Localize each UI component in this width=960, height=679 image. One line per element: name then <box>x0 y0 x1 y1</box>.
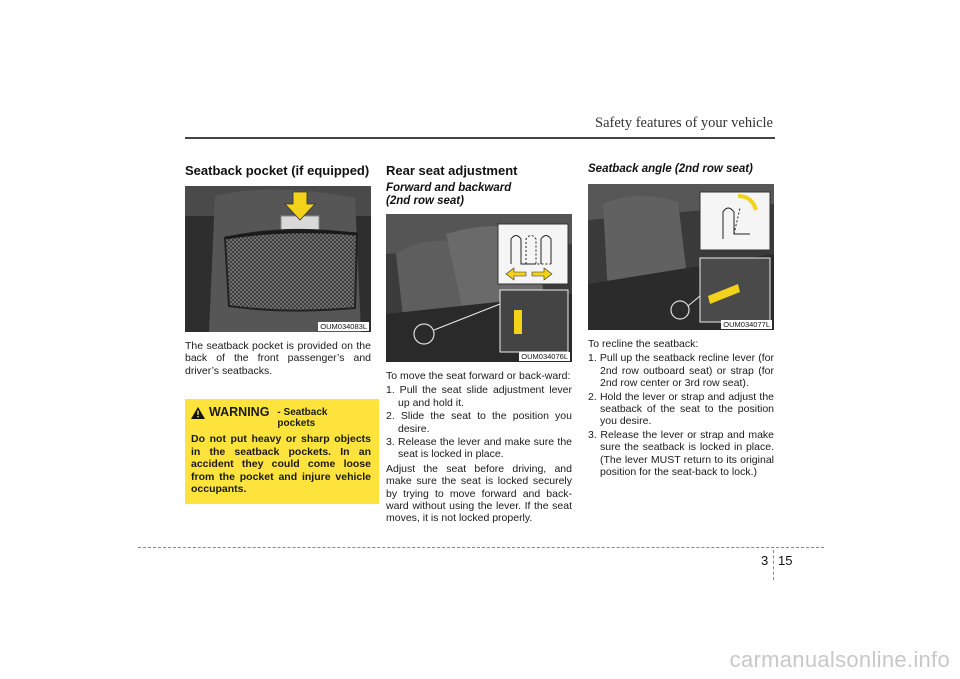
seatback-pocket-photo <box>185 186 371 332</box>
warning-topic: - Seatback pockets <box>277 407 328 430</box>
warning-box <box>185 399 379 504</box>
image-code: OUM034077L <box>723 320 770 329</box>
seatback-recline-photo <box>588 184 774 330</box>
section-heading: Rear seat adjustment <box>386 163 518 178</box>
list-item: 2. Hold the lever or strap and adjust the seatback of the seat to the position you desire. <box>588 390 774 428</box>
list-item: 3. Release the lever or strap and make sure the seatback is locked in place. (The lever MUST return to its original position for the seat-back to lock.) <box>588 428 774 479</box>
chapter-number: 3 <box>761 553 769 568</box>
column-seatback-angle <box>588 163 774 479</box>
image-code: OUM034083L <box>320 322 367 331</box>
subsection-heading: Seatback angle (2nd row seat) <box>588 163 753 175</box>
warning-text: Do not put heavy or sharp objects in the seatback pockets. In an accident they could come loose from the pocket and injure vehicle occupants. <box>191 433 371 496</box>
page-number: 15 <box>778 553 793 568</box>
list-item: 2. Slide the seat to the position you desire. <box>386 410 572 435</box>
image-code: OUM034076L <box>521 352 568 361</box>
step-list <box>386 384 572 460</box>
body-text: The seatback pocket is provided on the back of the front passenger’s and driver’s seatbacks. <box>185 340 371 377</box>
warning-title: WARNING <box>209 405 270 420</box>
subsection-heading: Forward and backward (2nd row seat) <box>386 182 512 207</box>
step-list <box>588 352 774 478</box>
intro-text: To recline the seatback: <box>588 338 699 350</box>
watermark: carmanualsonline.info <box>729 647 950 672</box>
list-item: 3. Release the lever and make sure the seat is locked in place. <box>386 436 572 461</box>
list-item: 1. Pull the seat slide adjustment lever up and hold it. <box>386 384 572 409</box>
note-text: Adjust the seat before driving, and make sure the seat is locked securely by trying to move forward and back-ward without using the lever. If the seat moves, it is not locked properly. <box>386 462 572 525</box>
column-seatback-pocket <box>185 163 371 504</box>
seat-slide-photo <box>386 214 572 362</box>
page-divider <box>773 550 774 580</box>
list-item: 1. Pull up the seatback recline lever (for 2nd row outboard seat) or strap (for 2nd row center or 3rd row seat). <box>588 352 774 390</box>
column-rear-seat-adjustment <box>386 163 572 525</box>
warning-icon <box>191 407 205 419</box>
intro-text: To move the seat forward or back-ward: <box>386 370 571 382</box>
header-rule <box>185 137 775 139</box>
footer-rule <box>138 547 824 548</box>
section-heading: Seatback pocket (if equipped) <box>185 163 370 178</box>
header-title: Safety features of your vehicle <box>595 115 773 131</box>
